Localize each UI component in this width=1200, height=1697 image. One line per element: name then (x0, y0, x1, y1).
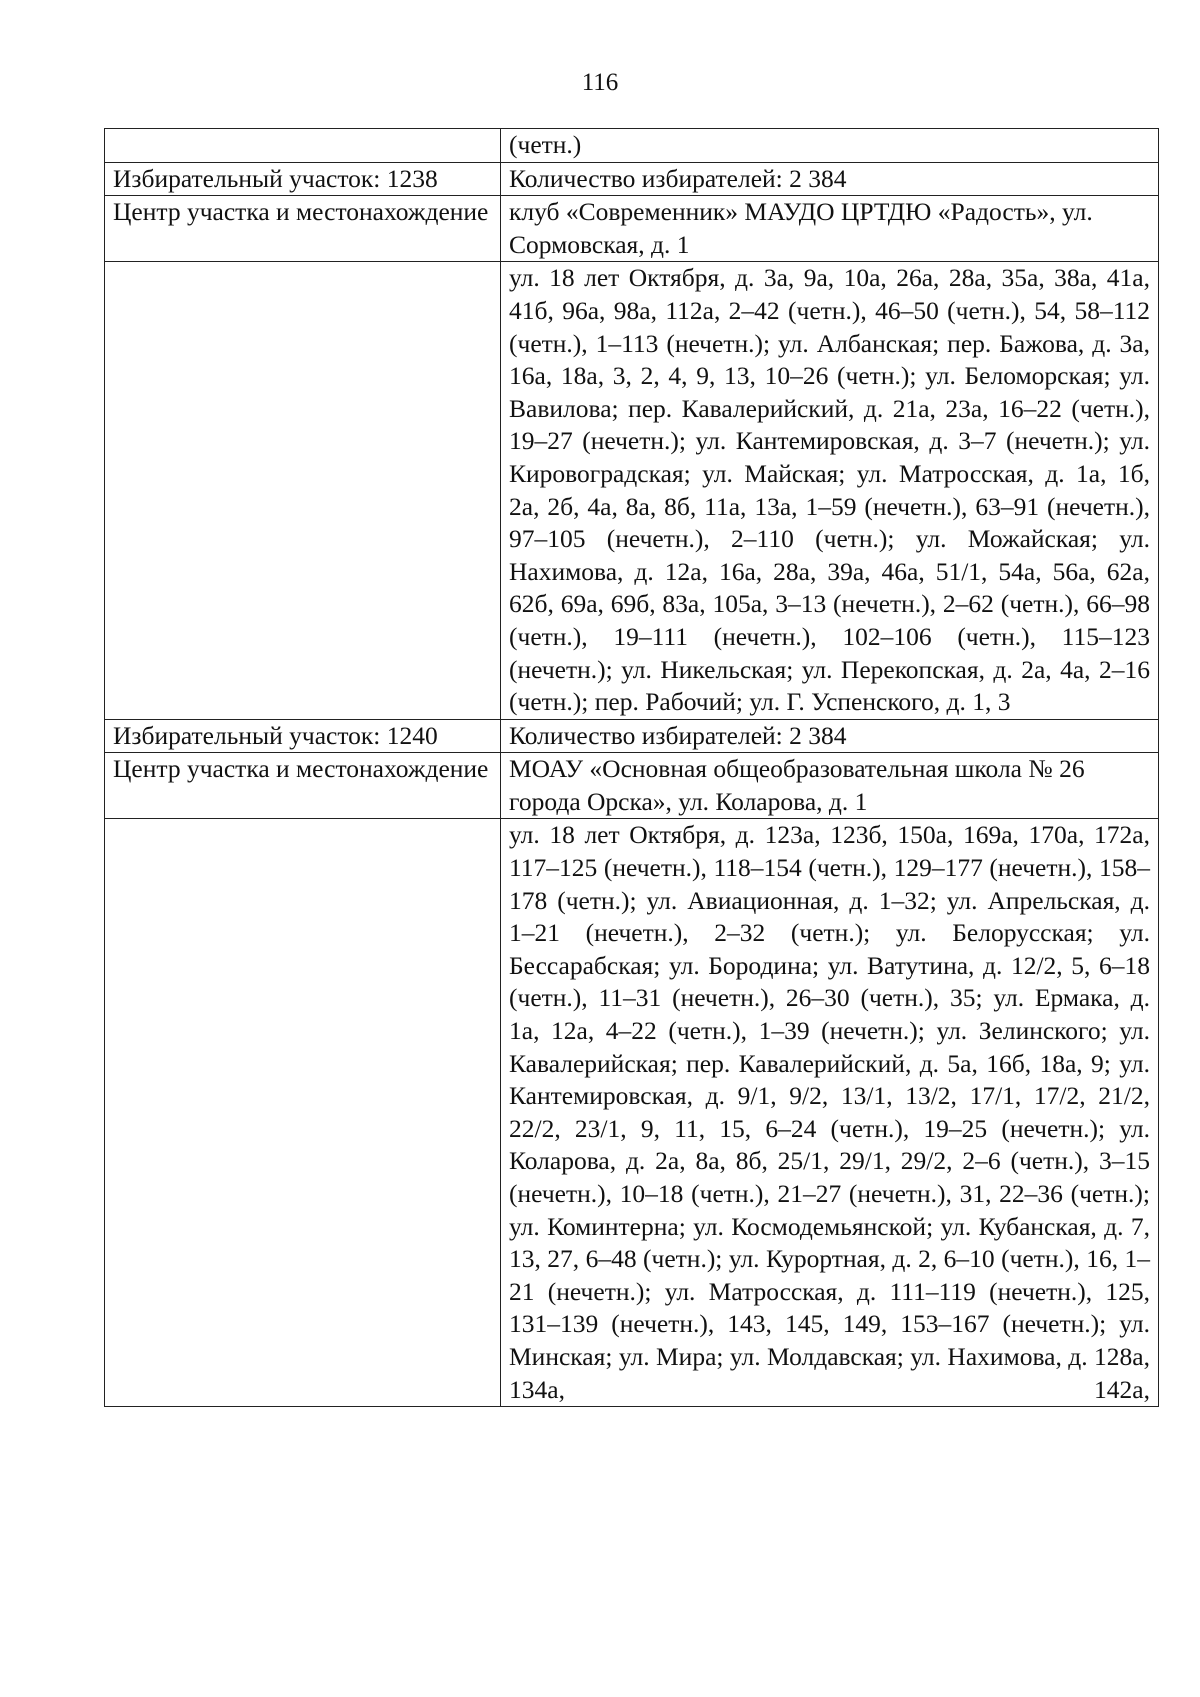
voter-count: Количество избирателей: 2 384 (501, 719, 1159, 753)
continuation-cell: (четн.) (501, 129, 1159, 163)
table-row (105, 196, 1159, 262)
empty-cell (105, 819, 501, 1407)
empty-cell (105, 129, 501, 163)
voter-count: Количество избирателей: 2 384 (501, 162, 1159, 196)
center-value: клуб «Современник» МАУДО ЦРТДЮ «Радость», ул. Сормовская, д. 1 (501, 196, 1159, 262)
empty-cell (105, 262, 501, 719)
center-value: МОАУ «Основная общеобразовательная школа № 26 города Орска», ул. Коларова, д. 1 (501, 753, 1159, 819)
center-label: Центр участка и местонахождение (105, 753, 501, 819)
page-number: 116 (581, 69, 619, 96)
address-list: ул. 18 лет Октября, д. 123а, 123б, 150а, 169а, 170а, 172а, 117–125 (нечетн.), 118–154 (четн.), 129–177 (нечетн.), 158–178 (четн.); ул. Авиационная, д. 1–32; ул. Апрельская, д. 1–21 (нечетн.), 2–32 (четн.); ул. Белорусская; ул. Бессарабская; ул. Бородина; ул. Ватутина, д. 12/2, 5, 6–18 (четн.), 11–31 (нечетн.), 26–30 (четн.), 35; ул. Ермака, д. 1а, 12а, 4–22 (четн.), 1–39 (нечетн.); ул. Зелинского; ул. Кавалерийская; пер. Кавалерийский, д. 5а, 16б, 18а, 9; ул. Кантемировская, д. 9/1, 9/2, 13/1, 13/2, 17/1, 17/2, 21/2, 22/2, 23/1, 9, 11, 15, 6–24 (четн.), 19–25 (нечетн.); ул. Коларова, д. 2а, 8а, 8б, 25/1, 29/1, 29/2, 2–6 (четн.), 3–15 (нечетн.), 10–18 (четн.), 21–27 (нечетн.), 31, 22–36 (четн.); ул. Коминтерна; ул. Космодемьянской; ул. Кубанская, д. 7, 13, 27, 6–48 (четн.); ул. Курортная, д. 2, 6–10 (четн.), 16, 1–21 (нечетн.); ул. Матросская, д. 111–119 (нечетн.), 125, 131–139 (нечетн.), 143, 145, 149, 153–167 (нечетн.); ул. Минская; ул. Мира; ул. Молдавская; ул. Нахимова, д. 128а, 134а, 142а, (501, 819, 1159, 1407)
table-row (105, 262, 1159, 719)
precinct-label: Избирательный участок: 1240 (105, 719, 501, 753)
table-row (105, 719, 1159, 753)
table-row (105, 819, 1159, 1407)
precinct-table (104, 128, 1159, 1407)
table-row (105, 129, 1159, 163)
table-row (105, 753, 1159, 819)
precinct-label: Избирательный участок: 1238 (105, 162, 501, 196)
address-list: ул. 18 лет Октября, д. 3а, 9а, 10а, 26а, 28а, 35а, 38а, 41а, 41б, 96а, 98а, 112а, 2–42 (четн.), 46–50 (четн.), 54, 58–112 (четн.), 1–113 (нечетн.); ул. Албанская; пер. Бажова, д. 3а, 16а, 18а, 3, 2, 4, 9, 13, 10–26 (четн.); ул. Беломорская; ул. Вавилова; пер. Кавалерийский, д. 21а, 23а, 16–22 (четн.), 19–27 (нечетн.); ул. Кантемировская, д. 3–7 (нечетн.); ул. Кировоградская; ул. Майская; ул. Матросская, д. 1а, 1б, 2а, 2б, 4а, 8а, 8б, 11а, 13а, 1–59 (нечетн.), 63–91 (нечетн.), 97–105 (нечетн.), 2–110 (четн.); ул. Можайская; ул. Нахимова, д. 12а, 16а, 28а, 39а, 46а, 51/1, 54а, 56а, 62а, 62б, 69а, 69б, 83а, 105а, 3–13 (нечетн.), 2–62 (четн.), 66–98 (четн.), 19–111 (нечетн.), 102–106 (четн.), 115–123 (нечетн.); ул. Никельская; ул. Перекопская, д. 2а, 4а, 2–16 (четн.); пер. Рабочий; ул. Г. Успенского, д. 1, 3 (501, 262, 1159, 719)
center-label: Центр участка и местонахождение (105, 196, 501, 262)
table-row (105, 162, 1159, 196)
